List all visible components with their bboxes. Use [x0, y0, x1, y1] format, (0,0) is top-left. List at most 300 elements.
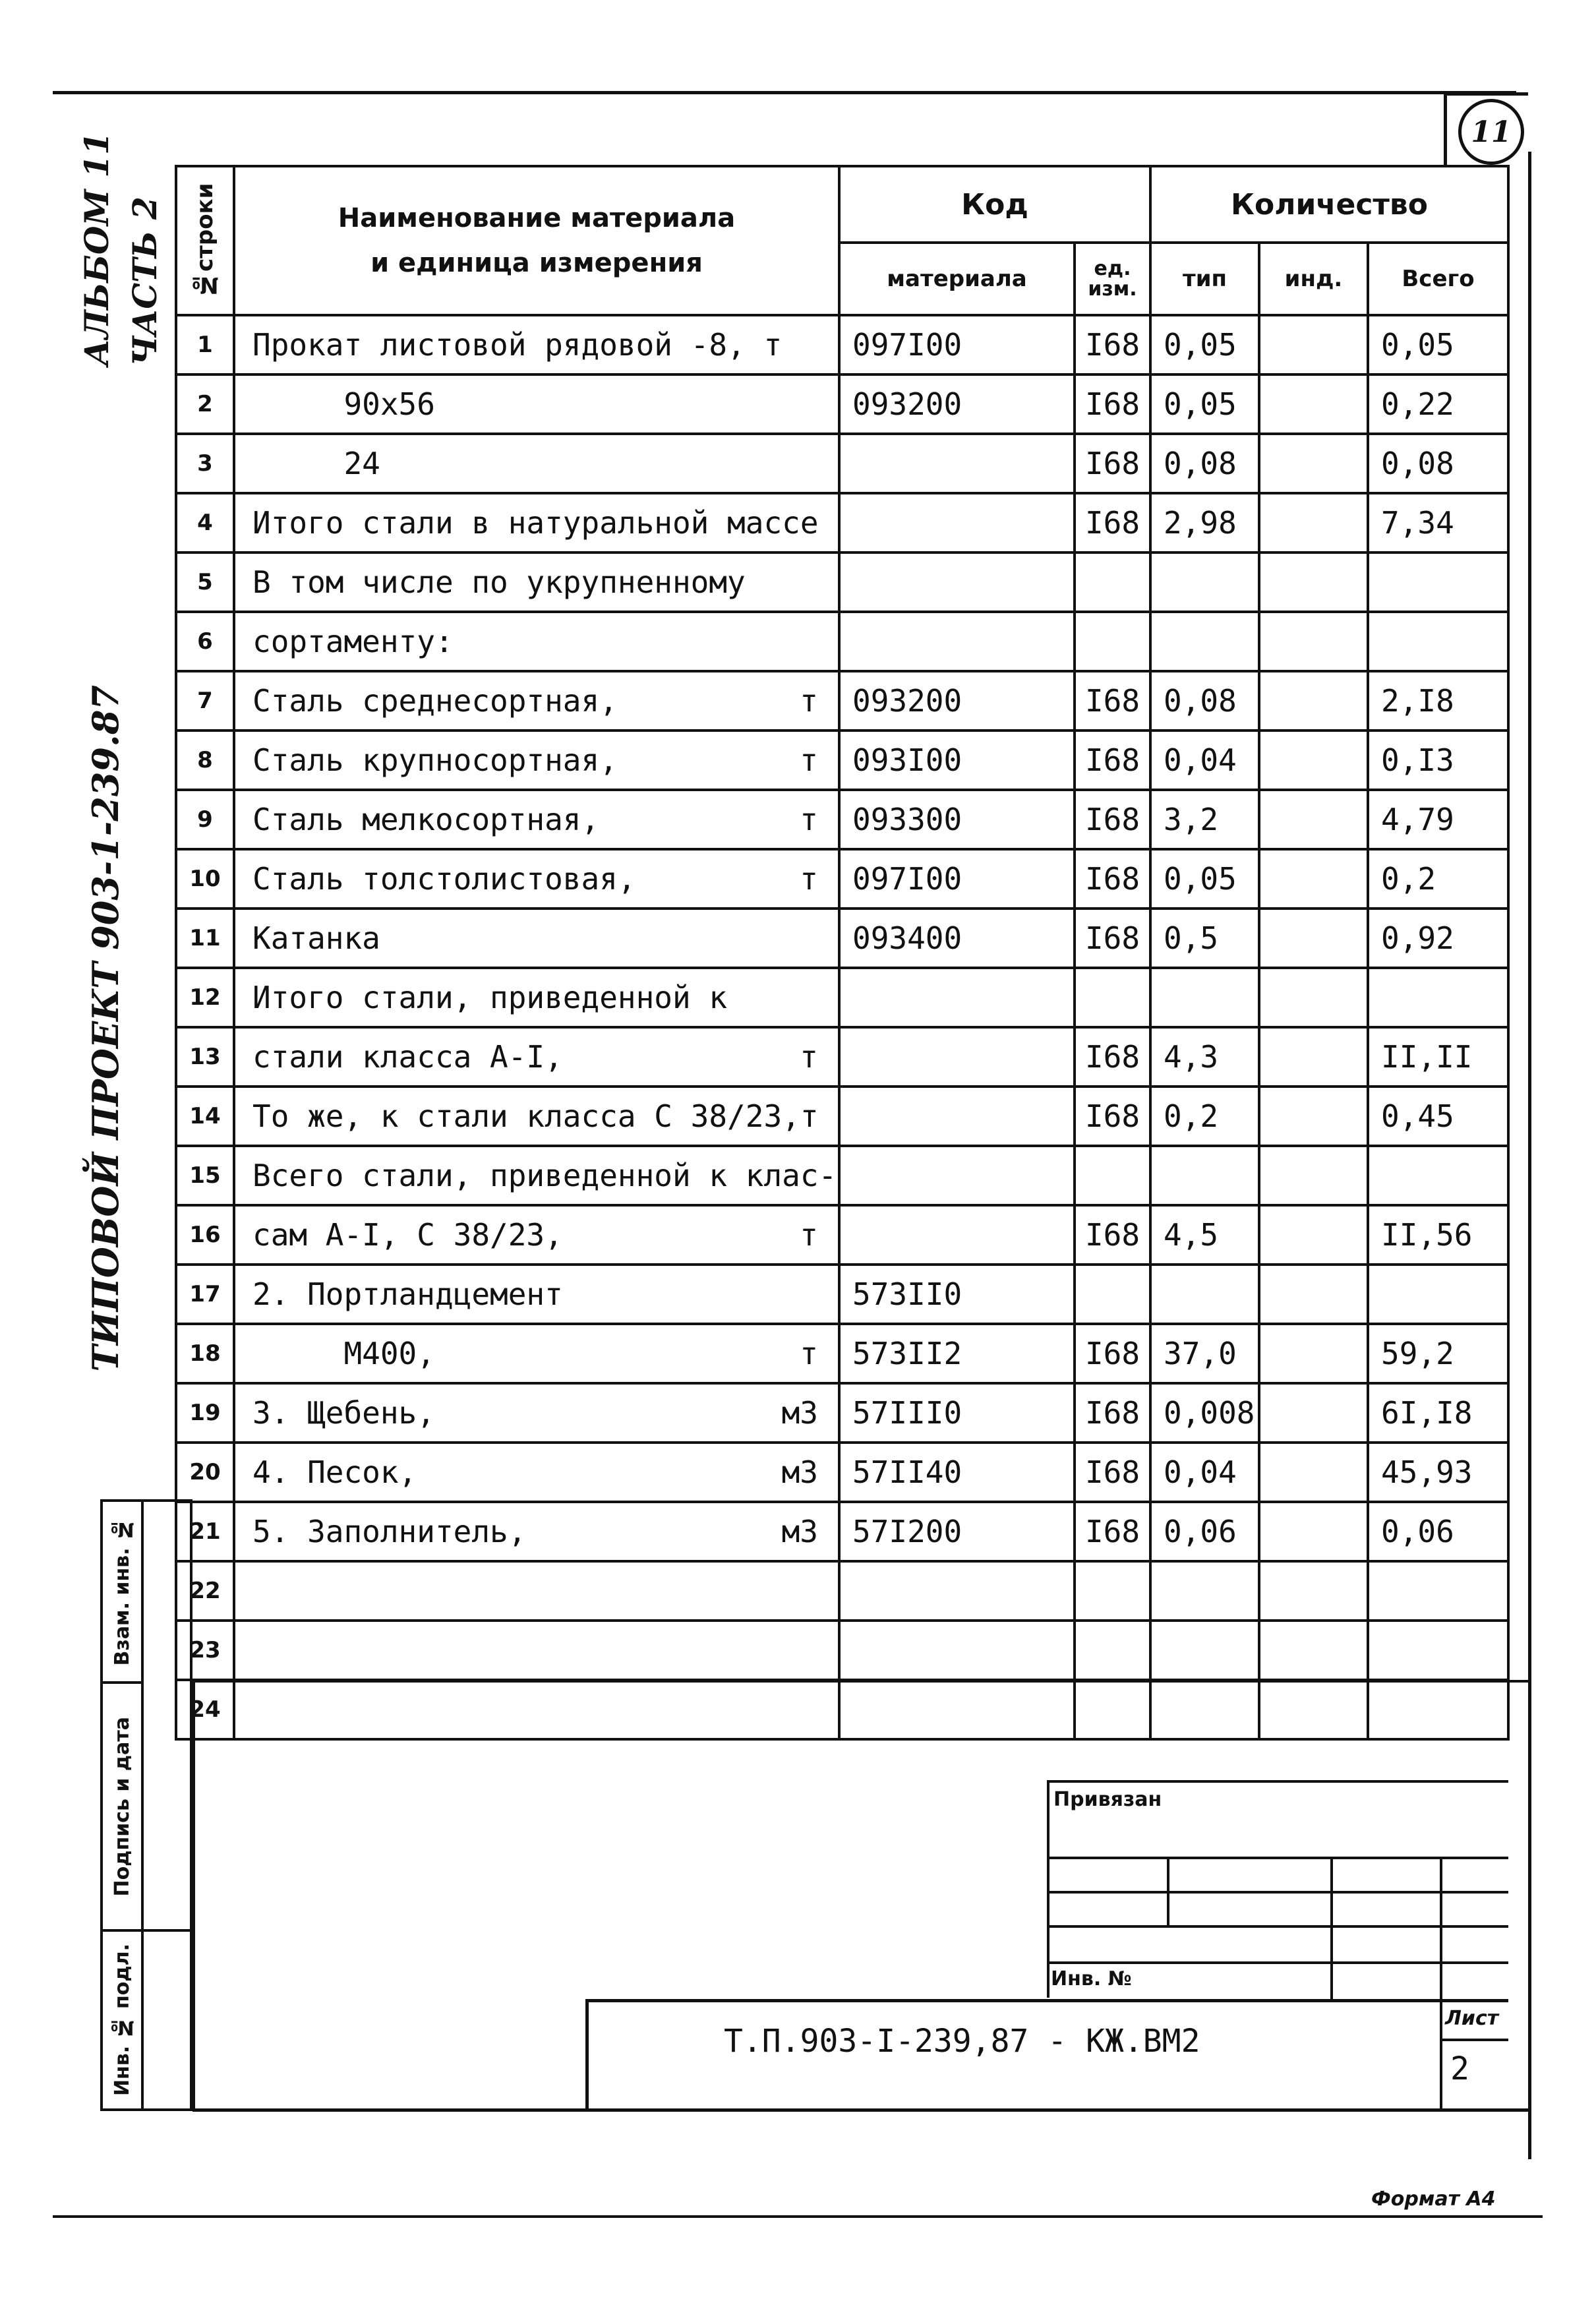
material-name-cell: [234, 374, 839, 434]
material-name: Катанка: [252, 920, 380, 956]
unit-code: I68: [1084, 742, 1140, 778]
material-name: Сталь толстолистовая,: [252, 861, 636, 897]
material-code: 57III0: [852, 1395, 962, 1431]
qty-typ-cell: [1150, 1561, 1259, 1621]
unit-code: I68: [1084, 683, 1140, 719]
header-row-no: [176, 166, 234, 315]
row-number: 7: [197, 688, 213, 714]
row-number-cell: [176, 1205, 234, 1265]
unit-code: I68: [1084, 920, 1140, 956]
material-code: 573II0: [852, 1276, 962, 1312]
table-row: [176, 968, 1508, 1027]
qty-typ: 0,05: [1164, 861, 1237, 897]
qty-total-cell: [1368, 552, 1508, 612]
privyazan-col-line-2: [1330, 1857, 1333, 1999]
row-number-cell: [176, 1621, 234, 1680]
qty-ind-cell: [1259, 1087, 1368, 1146]
header-name: [234, 166, 839, 315]
unit-code-cell: [1075, 849, 1150, 909]
qty-typ-cell: [1150, 1146, 1259, 1205]
qty-total: 4,79: [1381, 802, 1454, 837]
qty-ind-cell: [1259, 1680, 1368, 1739]
qty-total-cell: [1368, 1027, 1508, 1087]
qty-total: 45,93: [1381, 1454, 1473, 1490]
material-name: стали класса А-I,: [252, 1039, 563, 1075]
row-number: 17: [189, 1281, 221, 1307]
frame-right-line: [1528, 152, 1531, 2159]
material-code: 097I00: [852, 327, 962, 363]
frame-bottom-line: [53, 2215, 1543, 2218]
title-block-top-line: [192, 1680, 1528, 1683]
unit-code-cell: [1075, 1383, 1150, 1443]
material-code: 093200: [852, 683, 962, 719]
sheet-number: 2: [1450, 2050, 1469, 2087]
table-row: [176, 1502, 1508, 1561]
qty-typ-cell: [1150, 1621, 1259, 1680]
stamp-vzam-inv: [100, 1499, 144, 1684]
material-name-cell: [234, 731, 839, 790]
row-number-cell: [176, 1561, 234, 1621]
material-code-cell: [839, 552, 1075, 612]
qty-total-cell: [1368, 1561, 1508, 1621]
header-typ: тип: [1150, 243, 1259, 315]
unit-code: I68: [1084, 505, 1140, 541]
qty-typ-cell: [1150, 552, 1259, 612]
material-code-cell: [839, 671, 1075, 731]
table-row: [176, 1383, 1508, 1443]
qty-total-cell: [1368, 909, 1508, 968]
material-name-cell: [234, 790, 839, 849]
qty-total-cell: [1368, 1383, 1508, 1443]
unit-code-cell: [1075, 968, 1150, 1027]
material-name: 5. Заполнитель,: [252, 1514, 527, 1549]
unit-code: I68: [1084, 1454, 1140, 1490]
material-name-cell: [234, 1205, 839, 1265]
row-number-cell: [176, 434, 234, 493]
qty-total: 0,2: [1381, 861, 1436, 897]
qty-ind-cell: [1259, 671, 1368, 731]
material-code-cell: [839, 1502, 1075, 1561]
header-unit: ед. изм.: [1075, 243, 1150, 315]
qty-total-cell: [1368, 968, 1508, 1027]
unit-code: I68: [1084, 861, 1140, 897]
stamp-inv-podl: [100, 1929, 144, 2111]
row-number: 8: [197, 747, 213, 773]
qty-total: 0,08: [1381, 446, 1454, 481]
inv-no-label: Инв. №: [1051, 1967, 1132, 1990]
unit-code-cell: [1075, 909, 1150, 968]
material-code-cell: [839, 849, 1075, 909]
unit-code: I68: [1084, 1395, 1140, 1431]
material-code-cell: [839, 1561, 1075, 1621]
qty-typ: 0,08: [1164, 683, 1237, 719]
row-number-cell: [176, 909, 234, 968]
material-name-cell: [234, 968, 839, 1027]
material-code-cell: [839, 1324, 1075, 1383]
qty-typ-cell: [1150, 1324, 1259, 1383]
row-number-cell: [176, 1324, 234, 1383]
material-unit: т: [800, 1217, 818, 1253]
qty-total: 0,92: [1381, 920, 1454, 956]
material-code-cell: [839, 968, 1075, 1027]
material-code-cell: [839, 374, 1075, 434]
qty-typ: 0,04: [1164, 1454, 1237, 1490]
privyazan-row-line-2: [1047, 1891, 1508, 1894]
qty-total: 6I,I8: [1381, 1395, 1473, 1431]
row-number: 1: [197, 332, 213, 358]
material-name: 24: [252, 446, 380, 481]
qty-ind-cell: [1259, 1146, 1368, 1205]
row-number: 20: [189, 1459, 221, 1485]
qty-typ: 2,98: [1164, 505, 1237, 541]
unit-code-cell: [1075, 434, 1150, 493]
qty-total: 7,34: [1381, 505, 1454, 541]
qty-typ-cell: [1150, 612, 1259, 671]
qty-total-cell: [1368, 1680, 1508, 1739]
material-code-cell: [839, 1621, 1075, 1680]
row-number: 13: [189, 1044, 221, 1070]
qty-ind-cell: [1259, 552, 1368, 612]
material-name-cell: [234, 671, 839, 731]
material-name: сам А-I, С 38/23,: [252, 1217, 563, 1253]
qty-typ: 4,5: [1164, 1217, 1219, 1253]
qty-typ: 0,2: [1164, 1098, 1219, 1134]
qty-total-cell: [1368, 315, 1508, 374]
material-unit: т: [800, 1336, 818, 1371]
row-number: 22: [189, 1578, 221, 1604]
header-row-no-label: №строки: [192, 183, 218, 299]
material-name: Всего стали, приведенной к клас-: [252, 1158, 837, 1193]
unit-code-cell: [1075, 374, 1150, 434]
material-name: Прокат листовой рядовой -8, т: [252, 327, 783, 363]
qty-typ-cell: [1150, 1265, 1259, 1324]
stamp-vzam-inv-label: Взам. инв. №: [110, 1517, 134, 1666]
table-row: [176, 1443, 1508, 1502]
unit-code-cell: [1075, 1205, 1150, 1265]
qty-typ: 0,008: [1164, 1395, 1255, 1431]
qty-total-cell: [1368, 1443, 1508, 1502]
row-number-cell: [176, 1087, 234, 1146]
row-number-cell: [176, 374, 234, 434]
material-name-cell: [234, 1087, 839, 1146]
sheet-mark-number: 11: [1471, 115, 1512, 149]
qty-typ-cell: [1150, 1087, 1259, 1146]
table-row: [176, 1146, 1508, 1205]
material-name-cell: [234, 434, 839, 493]
unit-code-cell: [1075, 1324, 1150, 1383]
material-name-cell: [234, 612, 839, 671]
unit-code-cell: [1075, 612, 1150, 671]
qty-typ: 3,2: [1164, 802, 1219, 837]
project-annotation: [79, 685, 132, 1372]
materials-table: [175, 165, 1510, 1741]
qty-ind-cell: [1259, 790, 1368, 849]
row-number: 23: [189, 1637, 221, 1663]
qty-total-cell: [1368, 849, 1508, 909]
material-unit: т: [800, 1039, 818, 1075]
material-code-cell: [839, 1265, 1075, 1324]
material-name-cell: [234, 315, 839, 374]
material-name: 4. Песок,: [252, 1454, 417, 1490]
row-number-cell: [176, 315, 234, 374]
privyazan-row-line-3: [1047, 1925, 1508, 1928]
qty-typ: 4,3: [1164, 1039, 1219, 1075]
qty-ind-cell: [1259, 493, 1368, 552]
row-number-cell: [176, 1680, 234, 1739]
material-unit: м3: [781, 1395, 818, 1431]
material-name: В том числе по укрупненному: [252, 564, 746, 600]
table-row: [176, 1205, 1508, 1265]
qty-typ-cell: [1150, 315, 1259, 374]
qty-total-cell: [1368, 374, 1508, 434]
unit-code: I68: [1084, 446, 1140, 481]
row-number: 19: [189, 1400, 221, 1426]
material-code-cell: [839, 909, 1075, 968]
material-code-cell: [839, 1680, 1075, 1739]
unit-code-cell: [1075, 1087, 1150, 1146]
row-number: 18: [189, 1340, 221, 1367]
qty-ind-cell: [1259, 374, 1368, 434]
material-name-cell: [234, 1680, 839, 1739]
row-number: 4: [197, 510, 213, 536]
material-code: 57I200: [852, 1514, 962, 1549]
qty-ind-cell: [1259, 731, 1368, 790]
table-row: [176, 790, 1508, 849]
unit-code: I68: [1084, 1336, 1140, 1371]
material-name-cell: [234, 849, 839, 909]
qty-total: 0,22: [1381, 386, 1454, 422]
qty-ind-cell: [1259, 1502, 1368, 1561]
qty-typ: 0,05: [1164, 327, 1237, 363]
table-row: [176, 671, 1508, 731]
material-name-cell: [234, 1265, 839, 1324]
row-number: 2: [197, 391, 213, 417]
qty-total: II,II: [1381, 1039, 1473, 1075]
row-number: 9: [197, 806, 213, 833]
material-code: 093400: [852, 920, 962, 956]
material-code-cell: [839, 434, 1075, 493]
qty-total-cell: [1368, 1146, 1508, 1205]
row-number: 14: [189, 1103, 221, 1129]
table-row: [176, 1087, 1508, 1146]
material-unit: м3: [781, 1454, 818, 1490]
qty-ind-cell: [1259, 968, 1368, 1027]
unit-code: I68: [1084, 1217, 1140, 1253]
qty-ind-cell: [1259, 909, 1368, 968]
qty-total-cell: [1368, 671, 1508, 731]
row-number-cell: [176, 552, 234, 612]
qty-total: 0,45: [1381, 1098, 1454, 1134]
row-number: 24: [189, 1696, 221, 1723]
table-row: [176, 731, 1508, 790]
material-name: М400,: [252, 1336, 435, 1371]
material-code-cell: [839, 493, 1075, 552]
qty-total-cell: [1368, 1621, 1508, 1680]
unit-code-cell: [1075, 1265, 1150, 1324]
frame-top-line: [53, 91, 1516, 94]
material-name-cell: [234, 1621, 839, 1680]
unit-code: I68: [1084, 1514, 1140, 1549]
privyazan-col-line-3: [1440, 1857, 1442, 1999]
unit-code: I68: [1084, 802, 1140, 837]
qty-typ-cell: [1150, 968, 1259, 1027]
album-label: АЛЬБОМ 11: [77, 132, 116, 366]
qty-total-cell: [1368, 434, 1508, 493]
material-name: Сталь среднесортная,: [252, 683, 618, 719]
qty-ind-cell: [1259, 434, 1368, 493]
row-number-cell: [176, 849, 234, 909]
table-row: [176, 909, 1508, 968]
qty-typ: 0,04: [1164, 742, 1237, 778]
unit-code-cell: [1075, 1561, 1150, 1621]
row-number-cell: [176, 493, 234, 552]
material-code: 57II40: [852, 1454, 962, 1490]
qty-typ-cell: [1150, 1027, 1259, 1087]
format-label: Формат А4: [1371, 2188, 1496, 2211]
unit-code-cell: [1075, 1443, 1150, 1502]
material-name: Итого стали в натуральной массе: [252, 505, 819, 541]
doc-code: Т.П.903-I-239,87 - КЖ.ВМ2: [724, 2023, 1200, 2060]
album-annotation: [77, 132, 164, 366]
material-code: 093I00: [852, 742, 962, 778]
privyazan-label: Привязан: [1053, 1788, 1162, 1811]
privyazan-row-line-4: [1047, 1961, 1508, 1964]
qty-typ: 37,0: [1164, 1336, 1237, 1371]
row-number: 6: [197, 628, 213, 655]
row-number: 10: [189, 866, 221, 892]
unit-code-cell: [1075, 1027, 1150, 1087]
unit-code: I68: [1084, 1039, 1140, 1075]
qty-total: 0,05: [1381, 327, 1454, 363]
qty-total-cell: [1368, 1502, 1508, 1561]
material-code-cell: [839, 315, 1075, 374]
material-unit: т: [800, 742, 818, 778]
material-code: 093300: [852, 802, 962, 837]
material-code: 573II2: [852, 1336, 962, 1371]
qty-typ-cell: [1150, 1205, 1259, 1265]
qty-total: II,56: [1381, 1217, 1473, 1253]
qty-ind-cell: [1259, 1443, 1368, 1502]
material-name-cell: [234, 1146, 839, 1205]
unit-code: I68: [1084, 386, 1140, 422]
unit-code-cell: [1075, 315, 1150, 374]
qty-total-cell: [1368, 493, 1508, 552]
material-name-cell: [234, 1027, 839, 1087]
qty-total: 0,I3: [1381, 742, 1454, 778]
qty-typ: 0,06: [1164, 1514, 1237, 1549]
material-name: 3. Щебень,: [252, 1395, 435, 1431]
table-row: [176, 1561, 1508, 1621]
table-row: [176, 434, 1508, 493]
project-label: ТИПОВОЙ ПРОЕКТ 903-1-239.87: [84, 685, 127, 1372]
material-name: То же, к стали класса С 38/23,т: [252, 1098, 819, 1134]
table-row: [176, 1265, 1508, 1324]
qty-total-cell: [1368, 790, 1508, 849]
table-row: [176, 1680, 1508, 1739]
qty-typ-cell: [1150, 374, 1259, 434]
qty-total: 2,I8: [1381, 683, 1454, 719]
qty-total-cell: [1368, 1205, 1508, 1265]
material-code-cell: [839, 1205, 1075, 1265]
qty-total: 59,2: [1381, 1336, 1454, 1371]
material-code: 093200: [852, 386, 962, 422]
unit-code-cell: [1075, 552, 1150, 612]
material-name-cell: [234, 1561, 839, 1621]
material-name-cell: [234, 909, 839, 968]
row-number-cell: [176, 671, 234, 731]
row-number-cell: [176, 1146, 234, 1205]
table-row: [176, 849, 1508, 909]
unit-code: I68: [1084, 327, 1140, 363]
table-row: [176, 374, 1508, 434]
qty-typ-cell: [1150, 790, 1259, 849]
material-unit: т: [800, 802, 818, 837]
material-code-cell: [839, 790, 1075, 849]
material-name-cell: [234, 552, 839, 612]
material-name: Сталь мелкосортная,: [252, 802, 600, 837]
sheet-cell-divider: [1440, 2039, 1508, 2041]
header-name-line1: Наименование материала: [338, 203, 736, 233]
unit-code-cell: [1075, 1621, 1150, 1680]
material-name: Итого стали, приведенной к: [252, 980, 728, 1015]
header-material: материала: [839, 243, 1075, 315]
qty-typ: 0,5: [1164, 920, 1219, 956]
table-row: [176, 552, 1508, 612]
material-code-cell: [839, 1146, 1075, 1205]
table-row: [176, 1621, 1508, 1680]
stamp-signature-date: [100, 1681, 144, 1932]
header-name-line2: и единица измерения: [370, 248, 703, 278]
row-number-cell: [176, 790, 234, 849]
part-label: ЧАСТЬ 2: [125, 196, 164, 366]
row-number-cell: [176, 968, 234, 1027]
qty-ind-cell: [1259, 1205, 1368, 1265]
row-number: 15: [189, 1162, 221, 1189]
qty-total-cell: [1368, 612, 1508, 671]
qty-ind-cell: [1259, 1561, 1368, 1621]
row-number-cell: [176, 1265, 234, 1324]
material-name-cell: [234, 1383, 839, 1443]
sheet-mark-circle: [1458, 99, 1524, 165]
qty-ind-cell: [1259, 1027, 1368, 1087]
materials-table-body: [176, 315, 1508, 1739]
qty-typ: 0,05: [1164, 386, 1237, 422]
privyazan-col-line-1: [1167, 1857, 1169, 1925]
stamp-signature-date-label: Подпись и дата: [110, 1716, 134, 1897]
row-number: 11: [189, 925, 221, 951]
qty-typ-cell: [1150, 1502, 1259, 1561]
qty-typ-cell: [1150, 671, 1259, 731]
qty-typ: 0,08: [1164, 446, 1237, 481]
unit-code-cell: [1075, 1680, 1150, 1739]
material-name-cell: [234, 1443, 839, 1502]
row-number: 16: [189, 1222, 221, 1248]
row-number: 12: [189, 984, 221, 1011]
table-row: [176, 612, 1508, 671]
material-code-cell: [839, 1443, 1075, 1502]
row-number: 3: [197, 450, 213, 477]
row-number: 5: [197, 569, 213, 595]
stamp-inv-podl-label: Инв. № подл.: [110, 1944, 134, 2097]
qty-total-cell: [1368, 1324, 1508, 1383]
qty-ind-cell: [1259, 1621, 1368, 1680]
material-name: сортаменту:: [252, 624, 454, 659]
row-number-cell: [176, 731, 234, 790]
row-number-cell: [176, 1443, 234, 1502]
header-quantity: Количество: [1150, 166, 1508, 243]
unit-code-cell: [1075, 1502, 1150, 1561]
qty-ind-cell: [1259, 612, 1368, 671]
